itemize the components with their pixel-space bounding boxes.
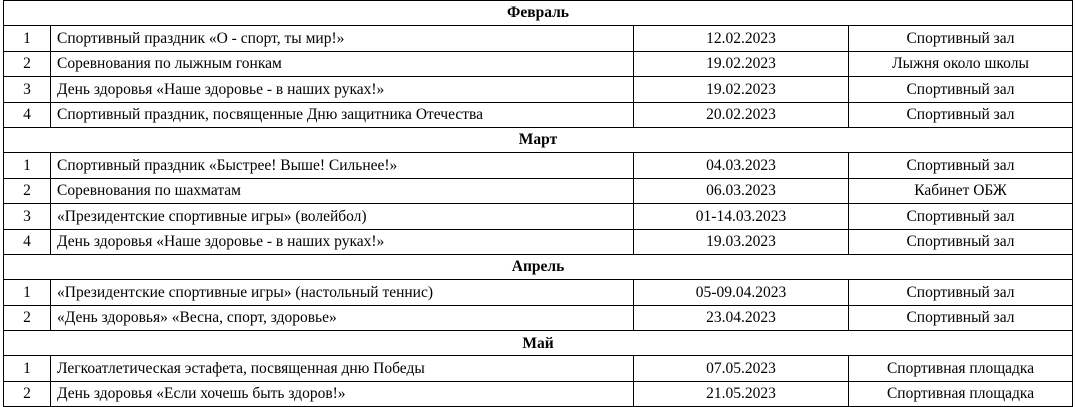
event-place-cell: Лыжня около школы bbox=[849, 51, 1073, 76]
event-title-cell: «День здоровья» «Весна, спорт, здоровье» bbox=[51, 305, 634, 330]
table-row bbox=[4, 51, 1073, 76]
event-title-cell: Легкоатлетическая эстафета, посвященная дню Победы bbox=[51, 356, 634, 381]
event-date-cell: 21.05.2023 bbox=[634, 381, 849, 406]
table-row bbox=[4, 26, 1073, 51]
schedule-body bbox=[4, 1, 1073, 407]
event-title-cell: Соревнования по лыжным гонкам bbox=[51, 51, 634, 76]
row-number-cell: 4 bbox=[4, 102, 51, 127]
table-row bbox=[4, 229, 1073, 254]
table-row bbox=[4, 102, 1073, 127]
table-row bbox=[4, 204, 1073, 229]
event-title-cell: Спортивный праздник, посвященные Дню защитника Отечества bbox=[51, 102, 634, 127]
row-number-cell: 1 bbox=[4, 280, 51, 305]
month-header-row bbox=[4, 254, 1073, 279]
row-number-cell: 2 bbox=[4, 305, 51, 330]
event-date-cell: 12.02.2023 bbox=[634, 26, 849, 51]
event-title-cell: Соревнования по шахматам bbox=[51, 178, 634, 203]
event-date-cell: 01-14.03.2023 bbox=[634, 204, 849, 229]
event-date-cell: 04.03.2023 bbox=[634, 153, 849, 178]
event-date-cell: 20.02.2023 bbox=[634, 102, 849, 127]
event-place-cell: Спортивный зал bbox=[849, 77, 1073, 102]
row-number-cell: 4 bbox=[4, 229, 51, 254]
event-date-cell: 19.03.2023 bbox=[634, 229, 849, 254]
table-row bbox=[4, 381, 1073, 406]
row-number-cell: 1 bbox=[4, 356, 51, 381]
event-place-cell: Спортивный зал bbox=[849, 153, 1073, 178]
event-title-cell: День здоровья «Наше здоровье - в наших руках!» bbox=[51, 229, 634, 254]
event-place-cell: Спортивная площадка bbox=[849, 381, 1073, 406]
row-number-cell: 2 bbox=[4, 178, 51, 203]
month-heading: Апрель bbox=[4, 254, 1073, 279]
month-heading: Май bbox=[4, 331, 1073, 356]
table-row bbox=[4, 305, 1073, 330]
event-place-cell: Спортивный зал bbox=[849, 204, 1073, 229]
event-title-cell: «Президентские спортивные игры» (волейбол) bbox=[51, 204, 634, 229]
event-date-cell: 05-09.04.2023 bbox=[634, 280, 849, 305]
row-number-cell: 1 bbox=[4, 153, 51, 178]
event-place-cell: Спортивный зал bbox=[849, 229, 1073, 254]
event-title-cell: День здоровья «Наше здоровье - в наших руках!» bbox=[51, 77, 634, 102]
event-date-cell: 23.04.2023 bbox=[634, 305, 849, 330]
event-place-cell: Спортивный зал bbox=[849, 280, 1073, 305]
event-title-cell: Спортивный праздник «Быстрее! Выше! Сильнее!» bbox=[51, 153, 634, 178]
event-date-cell: 07.05.2023 bbox=[634, 356, 849, 381]
event-date-cell: 19.02.2023 bbox=[634, 51, 849, 76]
row-number-cell: 3 bbox=[4, 204, 51, 229]
event-place-cell: Спортивный зал bbox=[849, 102, 1073, 127]
row-number-cell: 1 bbox=[4, 26, 51, 51]
event-place-cell: Спортивный зал bbox=[849, 305, 1073, 330]
table-row bbox=[4, 178, 1073, 203]
table-row bbox=[4, 356, 1073, 381]
month-header-row bbox=[4, 1, 1073, 26]
event-date-cell: 06.03.2023 bbox=[634, 178, 849, 203]
table-row bbox=[4, 153, 1073, 178]
month-header-row bbox=[4, 331, 1073, 356]
month-heading: Февраль bbox=[4, 1, 1073, 26]
event-title-cell: Спортивный праздник «О - спорт, ты мир!» bbox=[51, 26, 634, 51]
event-place-cell: Спортивный зал bbox=[849, 26, 1073, 51]
event-title-cell: «Президентские спортивные игры» (настольный теннис) bbox=[51, 280, 634, 305]
row-number-cell: 2 bbox=[4, 381, 51, 406]
event-place-cell: Спортивная площадка bbox=[849, 356, 1073, 381]
month-header-row bbox=[4, 127, 1073, 152]
event-date-cell: 19.02.2023 bbox=[634, 77, 849, 102]
events-schedule-table bbox=[3, 0, 1073, 407]
row-number-cell: 3 bbox=[4, 77, 51, 102]
event-place-cell: Кабинет ОБЖ bbox=[849, 178, 1073, 203]
month-heading: Март bbox=[4, 127, 1073, 152]
table-row bbox=[4, 280, 1073, 305]
table-row bbox=[4, 77, 1073, 102]
row-number-cell: 2 bbox=[4, 51, 51, 76]
event-title-cell: День здоровья «Если хочешь быть здоров!» bbox=[51, 381, 634, 406]
